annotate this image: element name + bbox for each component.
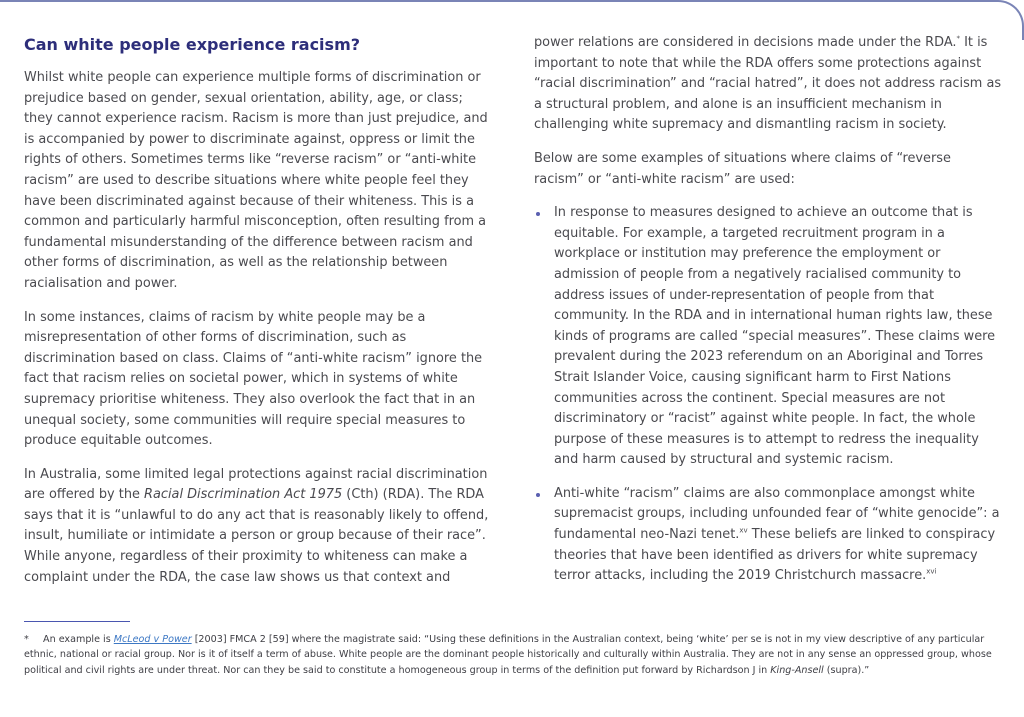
- list-item-special-measures: In response to measures designed to achieve an outcome that is equitable. For example, a targeted recruitment program in a workplace or institution may preference the employment or admission of people from a negatively racialised community to address issues of under-representation of people from that community. In the RDA and in international human rights law, these kinds of programs are called “special measures”. These claims were prevalent during the 2023 referendum on an Aboriginal and Torres Strait Islander Voice, causing significant harm to First Nations communities across the continent. Special measures are not discriminatory or “racist” against white people. In fact, the whole purpose of these measures is to attempt to redress the inequality and harm caused by structural and systemic racism.: [534, 203, 1004, 471]
- list-item-white-supremacist: [534, 484, 1004, 587]
- footnote-text-b: (supra).”: [823, 664, 870, 676]
- right-column: [534, 33, 1004, 600]
- bullet2-text-b: These beliefs are linked to conspiracy theories that have been identified as drivers for white supremacy terror attacks, including the 2019 Christchurch massacre.: [554, 527, 996, 584]
- act-title: Racial Discrimination Act 1975: [144, 487, 343, 503]
- footnote-divider: [24, 621, 130, 622]
- case-link-mcleod[interactable]: McLeod v Power: [113, 634, 192, 645]
- paragraph-misrepresentation: In some instances, claims of racism by white people may be a misrepresentation of other forms of discrimination, such as discrimination based on class. Claims of “anti-white racism” ignore the fact that racism relies on societal power, which in systems of white supremacy prioritise whiteness. They also overlook the fact that in an unequal society, some communities will require special measures to produce equitable outcomes.: [24, 309, 483, 449]
- bullet2-text-a: Anti-white “racism” claims are also commonplace amongst white supremacist groups, including unfounded fear of “white genocide”: a fundamental neo-Nazi tenet.: [554, 485, 1000, 543]
- paragraph-intro: Whilst white people can experience multiple forms of discrimination or prejudice based on gender, sexual orientation, ability, age, or class; they cannot experience racism. Racism is more than just prejudice, and is accompanied by power to discriminate against, oppress or limit the rights of others. Sometimes terms like “reverse racism” or “anti-white racism” are used to describe situations where white people feel they have been discriminated against because of their whiteness. This is a common and particularly harmful misconception, often resulting from a fundamental misunderstanding of the difference between racism and other forms of discrimination, as well as the relationship between racialisation and power.: [24, 70, 488, 291]
- section-heading: Can white people experience racism?: [24, 35, 361, 54]
- footnote: [24, 632, 994, 678]
- paragraph-power-relations: [534, 33, 1004, 136]
- footnote-marker-star: *: [956, 34, 961, 43]
- case-king-ansell: King-Ansell: [770, 664, 824, 676]
- endnote-marker-xvi: xvi: [926, 567, 937, 576]
- rda-text-before: In Australia, some limited legal protections against racial discrimination are offered by the: [24, 466, 488, 503]
- paragraph-examples-intro: Below are some examples of situations where claims of “reverse racism” or “anti-white racism” are used:: [534, 150, 951, 187]
- rda-text-after: (Cth) (RDA). The RDA says that it is “unlawful to do any act that is reasonably likely to offend, insult, humiliate or intimidate a person or group because of their race”. While anyone, regardless of their proximity to whiteness can make a complaint under the RDA, the case law shows us that context and: [24, 487, 489, 585]
- paragraph-rda: [24, 465, 490, 589]
- left-column: [24, 33, 490, 601]
- examples-list: [534, 203, 1004, 587]
- endnote-marker-xv: xv: [739, 526, 748, 535]
- footnote-text-a: [2003] FMCA 2 [59] where the magistrate said: “Using these definitions in the Australian context, being ‘white’ per se is not in my view descriptive of any particular ethnic, national or racial group. Nor is it of itself a term of abuse. White people are the dominant people historically and culturally within Australia. They are not in any sense an oppressed group, whose political and civil rights are under threat. Nor can they be said to constitute a homogeneous group in terms of the definition put forward by Richardson J in: [24, 634, 992, 676]
- footnote-lead: An example is: [43, 634, 114, 645]
- footnote-mark: *: [24, 634, 29, 645]
- power-text-after: It is important to note that while the RDA offers some protections against “racial discrimination” and “racial hatred”, it does not address racism as a structural problem, and alone is an insufficient mechanism in challenging white supremacy and dismantling racism in society.: [534, 35, 1002, 133]
- power-text-before: power relations are considered in decisions made under the RDA.: [534, 35, 957, 50]
